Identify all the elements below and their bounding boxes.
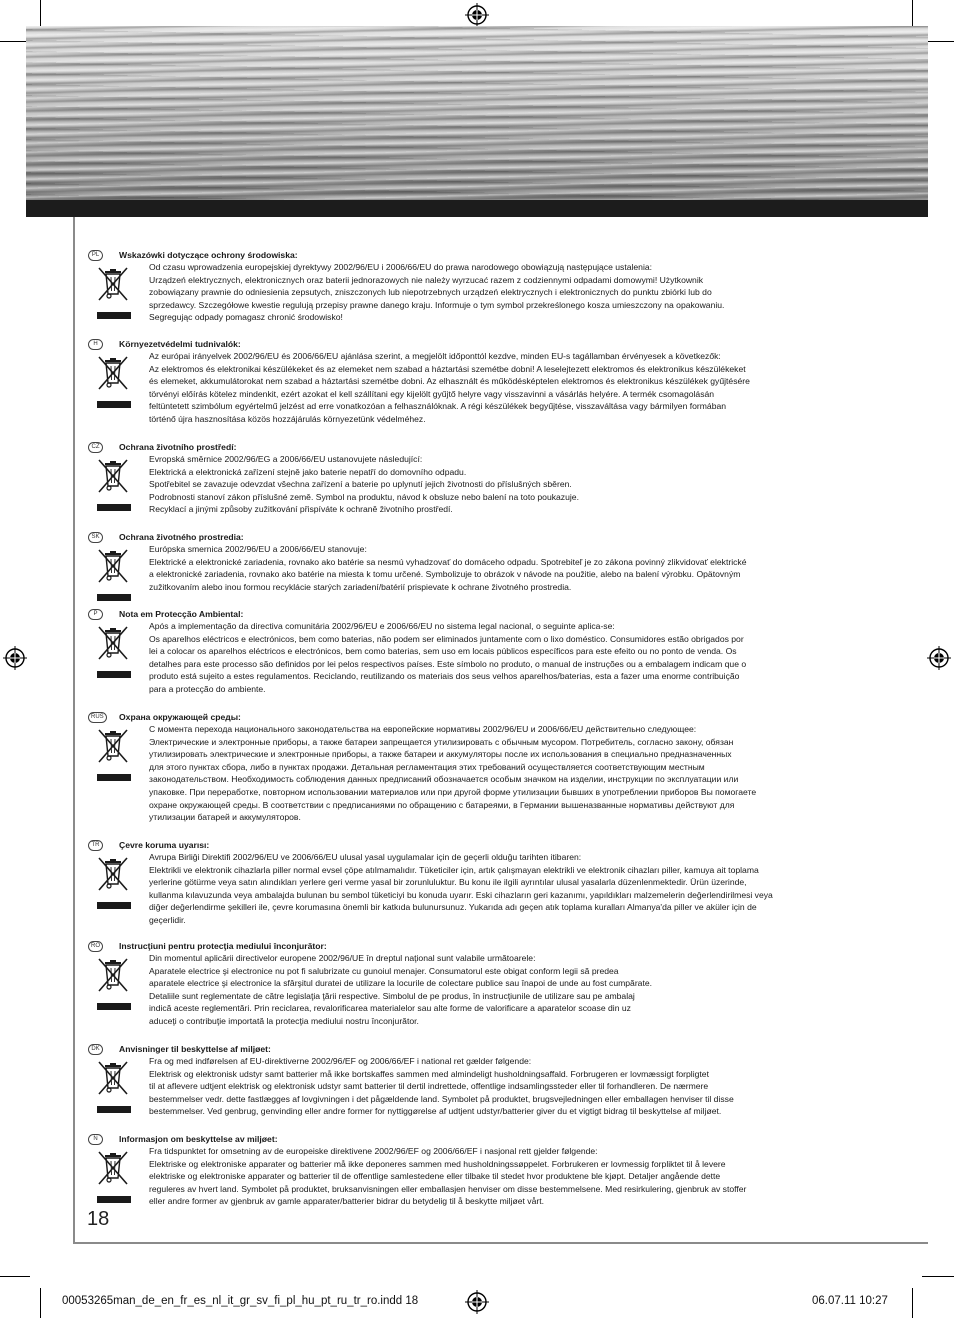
language-code-badge: TR: [88, 840, 103, 851]
body-line: indică aceste reglementări. Prin reciclarea, revalorificarea materialelor sau alte forme de valorificare a aparatelor scoase din uz: [149, 1003, 631, 1014]
body-line: Elektrikli ve elektronik cihazlarla piller normal evsel çöpe atılmamalıdır. Tüketiciler için, artık çalışmayan elektrikli ve elektronik cihazları piller, kamuya ait toplama: [149, 864, 759, 875]
body-line: bestemmelser vedr. dette fastlægges af lovgivningen i det pågældende land. Symbolet på produktet, brugsvejledningen eller emballagen henviser til disse: [149, 1093, 734, 1104]
section-body: [149, 261, 864, 324]
page-number: 18: [87, 1208, 110, 1230]
body-line: Aparatele electrice şi electronice nu pot fi salubrizate cu gunoiul menajer. Consumatorul este obigat conform legii să predea: [149, 965, 619, 976]
body-line: утилизации батарей и аккумуляторов.: [149, 812, 301, 823]
section-body: [149, 1055, 864, 1118]
body-line: a elektronické zariadenia, rovnako ako batérie na miesta k tomu určené. Symbolizuje to obrázok v návode na použitie, alebo na balení výrobku. Opätovným: [149, 569, 741, 580]
body-line: lei a colocar os aparelhos eléctricos e electrónicos, bem como baterias, sem uso em locais públicos específicos para este efeito ou no ponto de venda. Os: [149, 646, 737, 657]
crossed-out-wheelie-bin-icon: [96, 854, 130, 894]
body-line: produto está sujeito a estes regulamentos. Reciclando, reutilizando os materiais dos seus velhos aparelhos/baterias, esta a fazer uma enorme contribuição: [149, 671, 740, 682]
body-line: Európska smernica 2002/96/EU a 2006/66/EU stanovuje:: [149, 544, 367, 554]
separate-collection-bar: [97, 1106, 131, 1113]
section-heading: Nota em Protecção Ambiental:: [119, 609, 244, 619]
body-line: diğer değerlendirme şekilleri ile, çevre korumasına önemli bir katkıda bulunursunuz. Yukarıda adı geçen atık toplama kuralları Almanya'da piller ve aküler için de: [149, 902, 757, 913]
crossed-out-wheelie-bin-icon: [96, 546, 130, 586]
body-line: detalhes para este processo são definidos por lei pelos respectivos países. Este símbolo no produto, o manual de instruções ou a embalagem indicam que o: [149, 658, 747, 669]
body-line: Spotřebitel se zavazuje odevzdat všechna zařízení a baterie po uplynutí jejich životnosti do příslušných sběren.: [149, 479, 572, 490]
body-line: eller andre former av gjenbruk av gamle apparater/batterier bidrar du betydelig til å beskytte miljøet vårt.: [149, 1196, 545, 1207]
frame-left-rule: [73, 217, 75, 1244]
body-line: feltüntetett szimbólum egyértelmű jelzést ad erre vonatkozóan a felhasználóknak. A régi készülékek begyűjtése, visszaváltása vagy bármilyen formában: [149, 401, 727, 412]
language-code-badge: SK: [88, 532, 103, 543]
crossed-out-wheelie-bin-icon: [96, 264, 130, 304]
body-line: Fra tidspunktet for omsetning av de europeiske direktivene 2002/96/EF og 2006/66/EF i nasjonal rett gjelder følgende:: [149, 1146, 598, 1156]
body-line: Podrobnosti stanoví zákon příslušné země. Symbol na produktu, návod k obsluze nebo balení na toto poukazuje.: [149, 491, 579, 502]
section-heading: Wskazówki dotyczące ochrony środowiska:: [119, 250, 298, 260]
body-line: törvényi előírás kötelez mindenkit, ezért azokat el kell szállítani egy kijelölt gyűjtő helyre vagy visszavinni a vásárlás helyére. A termék csomagolásán: [149, 388, 715, 399]
section-heading: Охрана окружающей среды:: [119, 712, 241, 722]
language-code-badge: PL: [88, 250, 103, 261]
body-line: reguleres av hvert land. Symbolet på produktet, bruksanvisningen eller emballasjen henviser om disse bestemmelsene. Med resirkulering, gjenbruk av stoffer: [149, 1183, 747, 1194]
crop-mark: [912, 1288, 913, 1318]
section-body: [149, 453, 864, 516]
body-line: Segregując odpady pomagasz chronić środowisko!: [149, 312, 343, 323]
body-line: Az európai irányelvek 2002/96/EU és 2006/66/EU ajánlása szerint, a megjelölt időponttól kezdve, minden EU-s tagállamban érvényesek a következők:: [149, 351, 721, 361]
body-line: kullanma kılavuzunda veya ambalajda bulunan bu sembol tüketiciyi bu konuda uyarır. Eski cihazların geri kazanımı, yapıldıkları malzemelerin değerlendirilmesi veya: [149, 889, 773, 900]
body-line: til at aflevere udtjent elektrisk og elektronisk udstyr samt batterier til dertil indrettede, offentlige indsamlingssteder eller til forhandleren. De nærmere: [149, 1081, 709, 1092]
crossed-out-wheelie-bin-icon: [96, 1148, 130, 1188]
body-line: aduceţi o contribuţie importată la protecţia mediului nostru înconjurător.: [149, 1015, 419, 1026]
separate-collection-bar: [97, 594, 131, 601]
body-line: zobowiązany prawnie do odniesienia zepsutych, zniszczonych lub niepotrzebnych urządzeń elektrycznych i elektronicznych do punktu zbiórki lub do: [149, 287, 712, 298]
section-heading: Ochrana životního prostředí:: [119, 442, 237, 452]
body-line: bestemmelser. Ved genbrug, genvinding eller andre former for nyttiggørelse af udtjent udstyr/batterier giver du et vigtigt bidrag til beskyttelse af miljøet.: [149, 1106, 722, 1117]
section-heading: Anvisninger til beskyttelse af miljøet:: [119, 1044, 271, 1054]
footer-filename: 00053265man_de_en_fr_es_nl_it_gr_sv_fi_pl_hu_pt_ru_tr_ro.indd 18: [62, 1295, 419, 1307]
separate-collection-bar: [97, 312, 131, 319]
body-line: Od czasu wprowadzenia europejskiej dyrektywy 2002/96/EU i 2006/66/EU do prawa narodowego obowiązują następujące ustalenia:: [149, 262, 653, 272]
brushed-metal-banner: [26, 26, 928, 200]
language-code-badge: H: [88, 339, 103, 350]
section-body: [149, 350, 864, 426]
body-line: Após a implementação da directiva comunitária 2002/96/EU e 2006/66/EU no sistema legal nacional, o seguinte aplica-se:: [149, 621, 615, 631]
section-body: [149, 543, 864, 593]
body-line: zužitkovaním alebo inou formou recyklácie starých zariadení/batérií prispievate k ochrane životného prostredia.: [149, 581, 572, 592]
body-line: охране окружающей среды. В соответствии с предписаниями по обращению с батареями, в Германии вышеназванные нормативы действуют для: [149, 799, 735, 810]
body-line: С момента перехода национального законодательства на европейские нормативы 2002/96/EU и 2006/66/EU действительно следующее:: [149, 724, 697, 734]
language-code-badge: N: [88, 1134, 103, 1145]
crop-mark: [0, 1276, 30, 1277]
body-line: Elektrická a elektronická zařízení stejně jako baterie nepatří do domovního odpadu.: [149, 466, 467, 477]
separate-collection-bar: [97, 774, 131, 781]
section-body: [149, 723, 864, 824]
body-line: Elektrisk og elektronisk udstyr samt batterier må ikke bortskaffes sammen med almindeligt husholdningsaffald. Forbrugeren er lovmæssigt forpligtet: [149, 1068, 709, 1079]
body-line: Recyklací a jinými způsoby zužitkování přispíváte k ochraně životního prostředí.: [149, 504, 453, 515]
crossed-out-wheelie-bin-icon: [96, 1058, 130, 1098]
crossed-out-wheelie-bin-icon: [96, 623, 130, 663]
header-bar: [26, 200, 928, 217]
frame-bottom-rule: [73, 1242, 928, 1244]
body-line: упаковке. При переработке, повторном использовании материалов или при другой форме утилизации бывших в употреблении приборов Вы помогаете: [149, 786, 757, 797]
body-line: Avrupa Birliği Direktifi 2002/96/EU ve 2006/66/EU ulusal yasal uygulamalar için de geçerli olduğu tarihten itibaren:: [149, 852, 582, 862]
body-line: aparatele electrice şi electronice la sfârşitul duratei de utilizare la locurile de colectare publice sau înapoi de unde au fost cumpărate.: [149, 978, 653, 989]
language-code-badge: P: [88, 609, 103, 620]
separate-collection-bar: [97, 401, 131, 408]
crossed-out-wheelie-bin-icon: [96, 955, 130, 995]
language-code-badge: DK: [88, 1044, 103, 1055]
section-body: [149, 620, 864, 696]
separate-collection-bar: [97, 504, 131, 511]
body-line: Detaliile sunt reglementate de către legislaţia ţării respective. Simbolul de pe produs, în instrucţiunile de utilizare sau pe ambalaj: [149, 990, 635, 1001]
registration-mark-icon: [465, 3, 489, 27]
body-line: Evropská směrnice 2002/96/EG a 2006/66/EU ustanovujete následující:: [149, 454, 423, 464]
language-code-badge: RUS: [88, 712, 107, 723]
body-line: Электрические и электронные приборы, а также батареи запрещается утилизировать с обычным мусором. Потребитель, согласно закону, обязан: [149, 736, 734, 747]
footer-date: 06.07.11 10:27: [812, 1295, 888, 1307]
section-heading: Instrucţiuni pentru protecţia mediului înconjurător:: [119, 941, 327, 951]
separate-collection-bar: [97, 671, 131, 678]
body-line: Elektriske og elektroniske apparater og batterier må ikke deponeres sammen med husholdningssøppelet. Forbrukeren er lovmessig forpliktet til å levere: [149, 1158, 726, 1169]
section-heading: Ochrana životného prostredia:: [119, 532, 244, 542]
registration-mark-icon: [465, 1290, 489, 1314]
language-code-badge: RO: [88, 941, 103, 952]
crossed-out-wheelie-bin-icon: [96, 726, 130, 766]
language-code-badge: CZ: [88, 442, 103, 453]
body-line: Elektrické a elektronické zariadenia, rovnako ako batérie sa nesmú vyhadzovať do domáceho odpadu. Spotrebiteľ je zo zákona povinný zlikvidovať elektrické: [149, 556, 747, 567]
crop-mark: [922, 1276, 954, 1277]
section-heading: Informasjon om beskyttelse av miljøet:: [119, 1134, 278, 1144]
body-line: Az elektromos és elektronikai készülékeket és az elemeket nem szabad a háztartási szemétbe dobni! A leselejtezett elektromos és elektronikus készülékeket: [149, 363, 746, 374]
body-line: yerlerine götürme veya satın alındıkları yerlere geri verme yasal bir zorunluluktur. Bu konu ile ilgili ayrıntılar ulusal yasalarla düzenlenmektedir. Ürün üzerinde,: [149, 877, 747, 888]
registration-mark-icon: [3, 646, 27, 670]
body-line: para a protecção do ambiente.: [149, 683, 266, 694]
body-line: elektriske og elektroniske apparater og batterier til de offentlige samlestedene eller tilbake til stedet hvor produktene ble kjøpt. Detaljer angående dette: [149, 1171, 721, 1182]
body-line: утилизировать электрические и электронные приборы, а также батареи и аккумуляторы после их использования в специально предназначенных: [149, 749, 732, 760]
body-line: sprzedawcy. Szczegółowe kwestie regulują przepisy prawne danego kraju. Informuje o tym symbol przekreślonego kosza umieszczony na opakowaniu.: [149, 299, 725, 310]
crop-mark: [40, 1288, 41, 1318]
section-body: [149, 952, 864, 1028]
body-line: történő újra hasznosítása közös hozzájárulás környezetünk védelméhez.: [149, 413, 426, 424]
body-line: Din momentul aplicării directivelor europene 2002/96/UE în dreptul naţional sunt valabile următoarele:: [149, 953, 536, 963]
body-line: és elemeket, akkumulátorokat nem szabad a háztartási szemétbe dobni. Az elhasznált és működésképtelen elektromos és elektronikus készülékek gyűjtésére: [149, 376, 750, 387]
body-line: Urządzeń elektrycznych, elektronicznych oraz baterii jednorazowych nie należy wyrzucać razem z codziennymi odpadami domowymi! Użytkownik: [149, 274, 704, 285]
separate-collection-bar: [97, 1196, 131, 1203]
body-line: для этого пунктах сбора, либо в пунктах продажи. Детальная регламентация этих требований осуществляется соответствующим местным: [149, 761, 705, 772]
body-line: Fra og med indførelsen af EU-direktiverne 2002/96/EF og 2006/66/EF i national ret gælder følgende:: [149, 1056, 532, 1066]
section-heading: Çevre koruma uyarısı:: [119, 840, 210, 850]
body-line: geçerlidir.: [149, 914, 186, 925]
crossed-out-wheelie-bin-icon: [96, 456, 130, 496]
separate-collection-bar: [97, 1003, 131, 1010]
section-heading: Környezetvédelmi tudnivalók:: [119, 339, 241, 349]
registration-mark-icon: [927, 646, 951, 670]
body-line: Os aparelhos eléctricos e electrónicos, bem como baterias, não podem ser eliminados juntamente com o lixo doméstico. Consumidores estão obrigados por: [149, 633, 744, 644]
section-body: [149, 851, 864, 927]
separate-collection-bar: [97, 902, 131, 909]
crossed-out-wheelie-bin-icon: [96, 353, 130, 393]
section-body: [149, 1145, 864, 1208]
body-line: законодательством. Необходимость соблюдения данных предписаний обозначается особым значком на изделии, инструкции по эксплуатации или: [149, 774, 739, 785]
